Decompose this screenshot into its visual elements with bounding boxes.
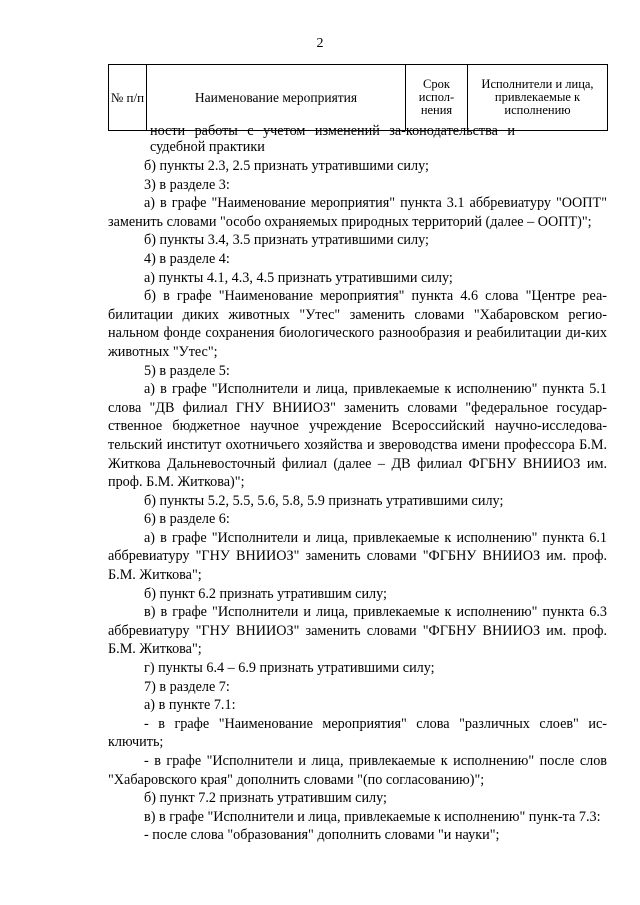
header-cell-executors: Исполнители и лица, привлекаемые к исполнению	[468, 65, 608, 131]
paragraph: а) пункты 4.1, 4.3, 4.5 признать утратившими силу;	[144, 269, 453, 286]
paragraph: 3) в разделе 3:	[144, 176, 230, 193]
header-cell-deadline: Срок испол-нения	[406, 65, 468, 131]
page-number: 2	[316, 36, 324, 51]
paragraph: - в графе "Исполнители и лица, привлекаемые к исполнению" после слов "Хабаровского края" дополнить словами "(по согласованию)";	[108, 753, 607, 788]
measures-table-header	[108, 64, 608, 131]
paragraph: в) в графе "Исполнители и лица, привлекаемые к исполнению" пунк-та 7.3:	[144, 808, 601, 825]
paragraph: 7) в разделе 7:	[144, 678, 230, 695]
paragraph: а) в пункте 7.1:	[144, 697, 236, 714]
paragraph: б) пункты 3.4, 3.5 признать утратившими силу;	[144, 232, 429, 249]
table-row-continuation: ности работы с учетом изменений за-конодательства и судебной практики	[150, 123, 515, 155]
paragraph: б) пункты 2.3, 2.5 признать утратившими силу;	[144, 158, 429, 174]
paragraph: 5) в разделе 5:	[144, 362, 230, 379]
paragraph: 6) в разделе 6:	[144, 511, 230, 528]
table-header-row	[109, 65, 608, 131]
document-body	[108, 124, 607, 845]
paragraph: в) в графе "Исполнители и лица, привлекаемые к исполнению" пункта 6.3 аббревиатуру "ГНУ ВНИИОЗ" заменить словами "ФГБНУ ВНИИОЗ им. проф. Б.М. Житкова";	[108, 604, 607, 658]
header-cell-number: № п/п	[109, 65, 147, 131]
paragraph: - в графе "Наименование мероприятия" слова "различных слоев" ис-ключить;	[108, 715, 607, 751]
paragraph: - после слова "образования" дополнить словами "и науки";	[144, 827, 500, 844]
paragraph: б) пункт 6.2 признать утратившим силу;	[144, 585, 387, 602]
paragraph: а) в графе "Исполнители и лица, привлекаемые к исполнению" пункта 6.1 аббревиатуру "ГНУ ВНИИОЗ" заменить словами "ФГБНУ ВНИИОЗ им. проф. Б.М. Житкова";	[108, 529, 607, 584]
paragraph: г) пункты 6.4 – 6.9 признать утратившими силу;	[144, 660, 435, 677]
paragraph: б) пункт 7.2 признать утратившим силу;	[144, 790, 387, 807]
paragraph: 4) в разделе 4:	[144, 250, 230, 267]
header-cell-name: Наименование мероприятия	[147, 65, 406, 131]
paragraph: а) в графе "Исполнители и лица, привлекаемые к исполнению" пункта 5.1 слова "ДВ филиал ГНУ ВНИИОЗ" заменить словами "федеральное государ-ственное бюджетное научное учреждение Всероссийский научно-исследова-тельский институт охотничьего хозяйства и звероводства имени профессора Б.М. Житкова Дальневосточный филиал (далее – ДВ филиал ФГБНУ ВНИИОЗ им. проф. Б.М. Житкова)";	[108, 381, 607, 491]
paragraph: б) в графе "Наименование мероприятия" пункта 4.6 слова "Центре реа-билитации диких животных "Утес" заменить словами "Хабаровском регио-нальном фонде сохранения биологического разнообразия и реабилитации ди-ких животных "Утес";	[108, 288, 607, 360]
paragraph: а) в графе "Наименование мероприятия" пункта 3.1 аббревиатуру "ООПТ" заменить словами "особо охраняемых природных территорий (далее – ООПТ)";	[108, 195, 607, 230]
paragraph: б) пункты 5.2, 5.5, 5.6, 5.8, 5.9 признать утратившими силу;	[144, 492, 504, 509]
